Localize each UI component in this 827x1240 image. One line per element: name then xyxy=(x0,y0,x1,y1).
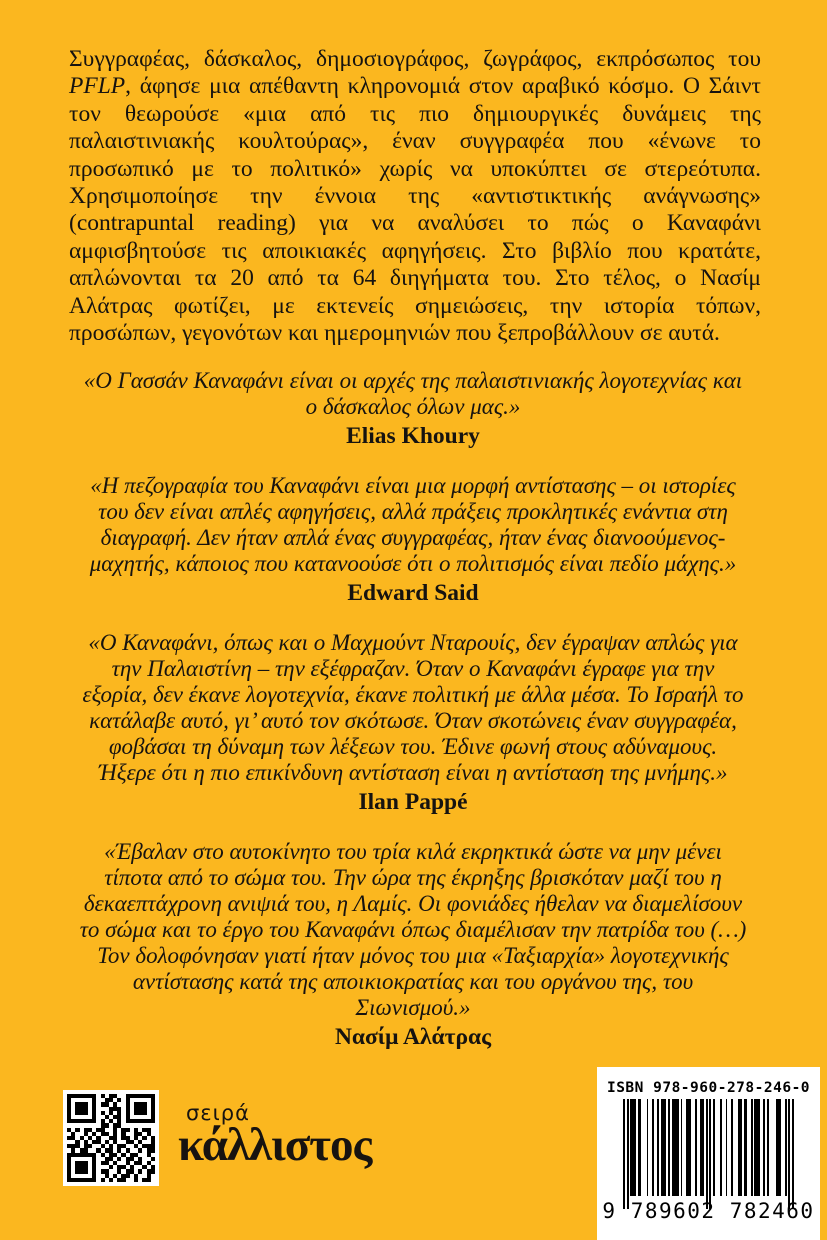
series-logo xyxy=(178,1101,372,1171)
qr-code-matrix xyxy=(67,1094,155,1182)
quote-attribution: Elias Khoury xyxy=(346,423,480,449)
pflp-abbreviation: PFLP xyxy=(69,73,126,100)
quote-block-khoury xyxy=(79,368,747,449)
quote-text: «Ο Καναφάνι, όπως και ο Μαχμούντ Νταρουίς, δεν έγραψαν απλώς για την Παλαιστίνη – την εξέφραζαν. Όταν ο Καναφάνι έγραφε για την εξορία, δεν έκανε λογοτεχνία, έκανε πολιτική με άλλα μέσα. Το Ισραήλ το κατάλαβε αυτό, γι’ αυτό τον σκότωσε. Όταν σκοτώνεις έναν συγγραφέα, φοβάσαι τη δύναμη των λέξεων του. Έδινε φωνή στους αδύναμους. Ήξερε ότι η πιο επικίνδυνη αντίσταση είναι η αντίσταση της μνήμης.» xyxy=(82,630,744,785)
quote-attribution: Edward Said xyxy=(347,580,479,606)
quote-attribution: Νασίμ Αλάτρας xyxy=(334,1024,492,1050)
isbn-barcode-panel xyxy=(597,1067,820,1240)
quote-attribution: Ilan Pappé xyxy=(358,789,468,815)
isbn-number: ISBN 978-960-278-246-0 xyxy=(606,1080,811,1096)
barcode-digits: 9 789602 782460 xyxy=(602,1199,815,1223)
intro-paragraph xyxy=(69,46,761,347)
intro-text-before-pflp: Συγγραφέας, δάσκαλος, δημοσιογράφος, ζωγράφος, εκπρόσωπος του xyxy=(69,46,761,72)
quote-text: «Ο Γασσάν Καναφάνι είναι οι αρχές της παλαιστινιακής λογοτεχνίας και ο δάσκαλος όλων μας.» xyxy=(83,368,743,419)
quote-block-said xyxy=(79,473,747,606)
series-label: σειρά xyxy=(186,1101,250,1125)
ean13-barcode-icon xyxy=(597,1099,820,1209)
qr-code-icon xyxy=(63,1090,159,1186)
series-name: κάλλιστος xyxy=(178,1119,372,1171)
quote-text: «Έβαλαν στο αυτοκίνητο του τρία κιλά εκρηκτικά ώστε να μην μένει τίποτα από το σώμα του. Την ώρα της έκρηξης βρισκόταν μαζί του η δεκαεπτάχρονη ανιψιά του, η Λαμίς. Οι φονιάδες ήθελαν να διαμελίσουν το σώμα και το έργο του Καναφάνι όπως διαμέλισαν την πατρίδα του (…) Τον δολοφόνησαν γιατί ήταν μόνος του μια «Ταξιαρχία» λογοτεχνικής αντίστασης κατά της αποικιοκρατίας και του οργάνου της, του Σιωνισμού.» xyxy=(79,839,747,1020)
quotes-section xyxy=(79,368,747,1050)
quote-block-pappe xyxy=(79,630,747,815)
quote-text: «Η πεζογραφία του Καναφάνι είναι μια μορφή αντίστασης – οι ιστορίες του δεν είναι απλές αφηγήσεις, αλλά πράξεις προκλητικές ενάντια στη διαγραφή. Δεν ήταν απλά ένας συγγραφέας, ήταν ένας διανοούμενος-μαχητής, κάποιος που κατανοούσε ότι ο πολιτισμός είναι πεδίο μάχης.» xyxy=(89,473,737,576)
quote-block-alatras xyxy=(79,839,747,1050)
intro-text-after-pflp: , άφησε μια απέθαντη κληρονομιά στον αραβικό κόσμο. Ο Σάιντ τον θεωρούσε «μια από τις πιο δημιουργικές δυνάμεις της παλαιστινιακής κουλτούρας», έναν συγγραφέα που «ένωνε το προσωπικό με το πολιτικό» χωρίς να υποκύπτει σε στερεότυπα. Χρησιμοποίησε την έννοια της «αντιστικτικής ανάγνωσης» (contrapuntal reading) για να αναλύσει το πώς ο Καναφάνι αμφισβητούσε τις αποικιακές αφηγήσεις. Στο βιβλίο που κρατάτε, απλώνονται τα 20 από τα 64 διηγήματα του. Στο τέλος, ο Νασίμ Αλάτρας φωτίζει, με εκτενείς σημειώσεις, την ιστορία τόπων, προσώπων, γεγονότων και ημερομηνιών που ξεπροβάλλουν σε αυτά. xyxy=(69,73,761,347)
